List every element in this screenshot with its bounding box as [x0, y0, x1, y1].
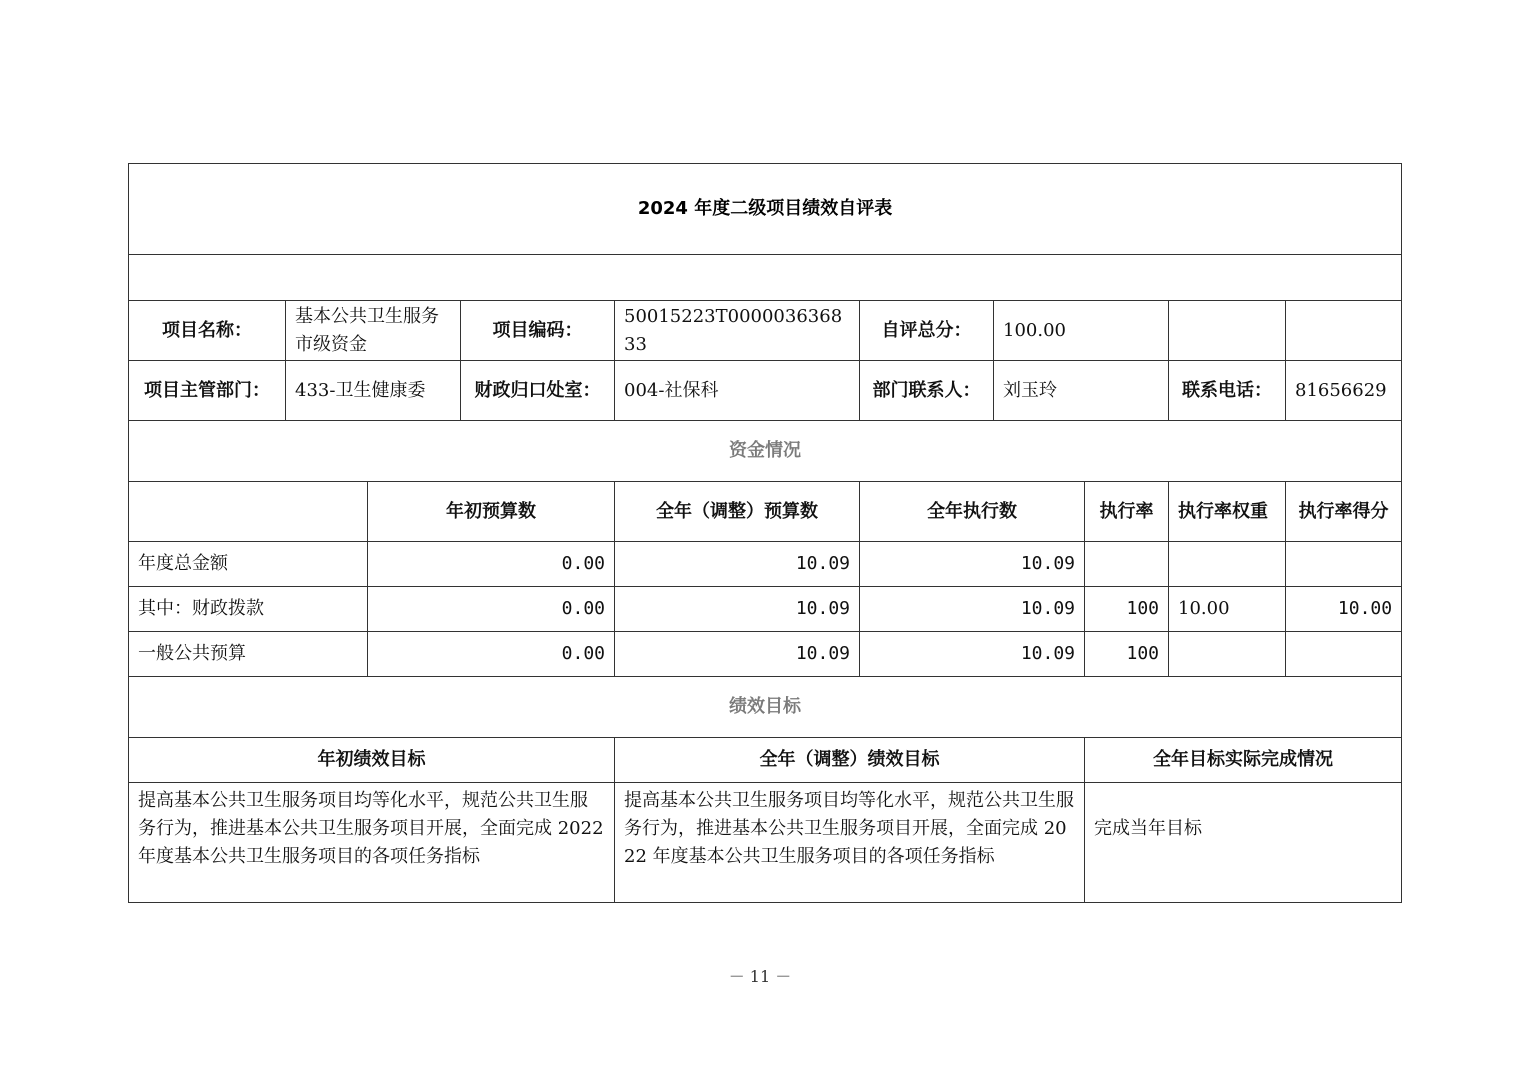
funds-row-executed: 10.09 [860, 542, 1085, 587]
actual-completion-text: 完成当年目标 [1085, 783, 1402, 903]
goals-header-actual: 全年目标实际完成情况 [1085, 738, 1402, 783]
empty-cell [1286, 301, 1402, 361]
funds-section-title: 资金情况 [129, 421, 1402, 482]
score-value: 100.00 [994, 301, 1169, 361]
contact-label: 部门联系人： [860, 361, 994, 421]
score-label: 自评总分： [860, 301, 994, 361]
funds-row-executed: 10.09 [860, 632, 1085, 677]
finance-office-value: 004-社保科 [615, 361, 860, 421]
funds-row-weight: 10.00 [1169, 587, 1286, 632]
funds-row-rate: 100 [1085, 587, 1169, 632]
initial-goal-text: 提高基本公共卫生服务项目均等化水平，规范公共卫生服务行为，推进基本公共卫生服务项目开展，全面完成 2022 年度基本公共卫生服务项目的各项任务指标 [129, 783, 615, 903]
funds-header-weight: 执行率权重 [1169, 482, 1286, 542]
phone-label: 联系电话： [1169, 361, 1286, 421]
funds-row-rate: 100 [1085, 632, 1169, 677]
funds-row-rate [1085, 542, 1169, 587]
funds-header-adjusted: 全年（调整）预算数 [615, 482, 860, 542]
funds-row-label: 一般公共预算 [129, 632, 368, 677]
adjusted-goal-text: 提高基本公共卫生服务项目均等化水平，规范公共卫生服务行为，推进基本公共卫生服务项目开展，全面完成 2022 年度基本公共卫生服务项目的各项任务指标 [615, 783, 1085, 903]
blank-row [129, 255, 1402, 301]
table-row [129, 632, 1402, 677]
funds-row-executed: 10.09 [860, 587, 1085, 632]
funds-row-weight [1169, 542, 1286, 587]
empty-cell [1169, 301, 1286, 361]
table-row [129, 587, 1402, 632]
self-evaluation-table [128, 163, 1402, 903]
funds-row-score [1286, 542, 1402, 587]
table-row [129, 542, 1402, 587]
phone-value: 81656629 [1286, 361, 1402, 421]
dept-label: 项目主管部门： [129, 361, 286, 421]
funds-header-initial: 年初预算数 [368, 482, 615, 542]
funds-header-score: 执行率得分 [1286, 482, 1402, 542]
goals-header-adjusted: 全年（调整）绩效目标 [615, 738, 1085, 783]
goals-header-initial: 年初绩效目标 [129, 738, 615, 783]
funds-row-label: 其中：财政拨款 [129, 587, 368, 632]
project-name-value: 基本公共卫生服务市级资金 [286, 301, 461, 361]
funds-row-initial: 0.00 [368, 587, 615, 632]
funds-row-score: 10.00 [1286, 587, 1402, 632]
project-code-label: 项目编码： [461, 301, 615, 361]
page-title: 2024 年度二级项目绩效自评表 [129, 164, 1402, 255]
funds-row-weight [1169, 632, 1286, 677]
funds-row-initial: 0.00 [368, 632, 615, 677]
funds-row-adjusted: 10.09 [615, 587, 860, 632]
contact-value: 刘玉玲 [994, 361, 1169, 421]
funds-header-executed: 全年执行数 [860, 482, 1085, 542]
dept-value: 433-卫生健康委 [286, 361, 461, 421]
funds-row-initial: 0.00 [368, 542, 615, 587]
goals-section-title: 绩效目标 [129, 677, 1402, 738]
project-code-value: 50015223T000003636833 [615, 301, 860, 361]
page-number: － 11 － [728, 967, 792, 986]
funds-row-score [1286, 632, 1402, 677]
funds-header-rate: 执行率 [1085, 482, 1169, 542]
funds-row-adjusted: 10.09 [615, 632, 860, 677]
finance-office-label: 财政归口处室： [461, 361, 615, 421]
funds-header-blank [129, 482, 368, 542]
funds-row-adjusted: 10.09 [615, 542, 860, 587]
funds-row-label: 年度总金额 [129, 542, 368, 587]
project-name-label: 项目名称： [129, 301, 286, 361]
